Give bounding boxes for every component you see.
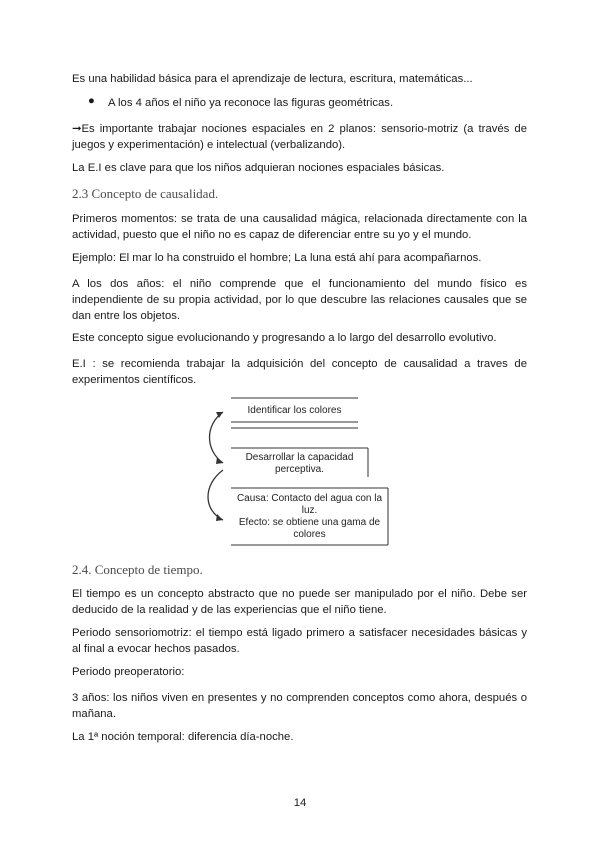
- diagram-box-causa-efecto: [231, 493, 388, 541]
- paragraph-tiempo-2: Periodo sensoriomotriz: el tiempo está ligado primero a satisfacer necesidades básicas y al final a evocar hechos pasados.: [72, 627, 527, 655]
- paragraph-causalidad-2: Ejemplo: El mar lo ha construido el hombre; La luna está ahí para acompañarnos.: [72, 252, 482, 264]
- page-number: 14: [293, 797, 307, 809]
- diagram-box-desarrollar-line2: perceptiva.: [275, 464, 324, 475]
- diagram-box-efecto-line3: Efecto: se obtiene una gama de: [238, 517, 381, 528]
- paragraph-tiempo-4: 3 años: los niños viven en presentes y no comprenden conceptos como ahora, después o mañana.: [72, 692, 527, 720]
- arrow-curve-1: [210, 412, 224, 463]
- section-heading-causalidad: 2.3 Concepto de causalidad.: [72, 186, 219, 201]
- paragraph-causalidad-5: E.I : se recomienda trabajar la adquisición del concepto de causalidad a traves de experimentos científicos.: [72, 358, 527, 386]
- paragraph-intro: Es una habilidad básica para el aprendizaje de lectura, escritura, matemáticas...: [72, 73, 473, 85]
- bullet-item: A los 4 años el niño ya reconoce las figuras geométricas.: [108, 97, 394, 109]
- diagram-box-identificar: Identificar los colores: [247, 405, 342, 416]
- paragraph-tiempo-1: El tiempo es un concepto abstracto que no puede ser manipulado por el niño. Debe ser deducido de la realidad y de las experiencias que el niño tiene.: [72, 588, 527, 616]
- arrow-curve-2: [208, 470, 223, 520]
- diagram-box-causa-line1: Causa: Contacto del agua con la: [236, 493, 383, 504]
- arrowhead-2: [216, 514, 223, 521]
- paragraph-spatial-planes: ➞Es importante trabajar nociones espaciales en 2 planos: sensorio-motriz (a través de juegos y experimentación) e intelectual (verbalizando).: [72, 123, 527, 151]
- diagram-box-causa-line2: luz.: [301, 505, 318, 516]
- paragraph-causalidad-1: Primeros momentos: se trata de una causalidad mágica, relacionada directamente con la actividad, puesto que el niño no es capaz de diferenciar entre su yo y el mundo.: [72, 213, 527, 241]
- diagram-box-desarrollar: [231, 452, 368, 476]
- diagram-box-desarrollar-line1: Desarrollar la capacidad: [245, 452, 354, 463]
- arrowhead-1: [216, 457, 223, 464]
- diagram-box-efecto-line4: colores: [293, 529, 326, 540]
- paragraph-tiempo-5: La 1ª noción temporal: diferencia día-noche.: [72, 731, 294, 743]
- paragraph-ei-spatial: La E.I es clave para que los niños adquieran nociones espaciales básicas.: [72, 162, 445, 174]
- bullet-icon: ●: [88, 95, 95, 107]
- paragraph-causalidad-3: A los dos años: el niño comprende que el funcionamiento del mundo físico es independiente de su propia actividad, por lo que descubre las relaciones causales que se dan entre los objetos.: [72, 278, 527, 322]
- paragraph-tiempo-3: Periodo preoperatorio:: [72, 666, 185, 678]
- causality-diagram: [195, 395, 405, 555]
- section-heading-tiempo: 2.4. Concepto de tiempo.: [72, 562, 203, 577]
- paragraph-causalidad-4: Este concepto sigue evolucionando y progresando a lo largo del desarrollo evolutivo.: [72, 332, 497, 344]
